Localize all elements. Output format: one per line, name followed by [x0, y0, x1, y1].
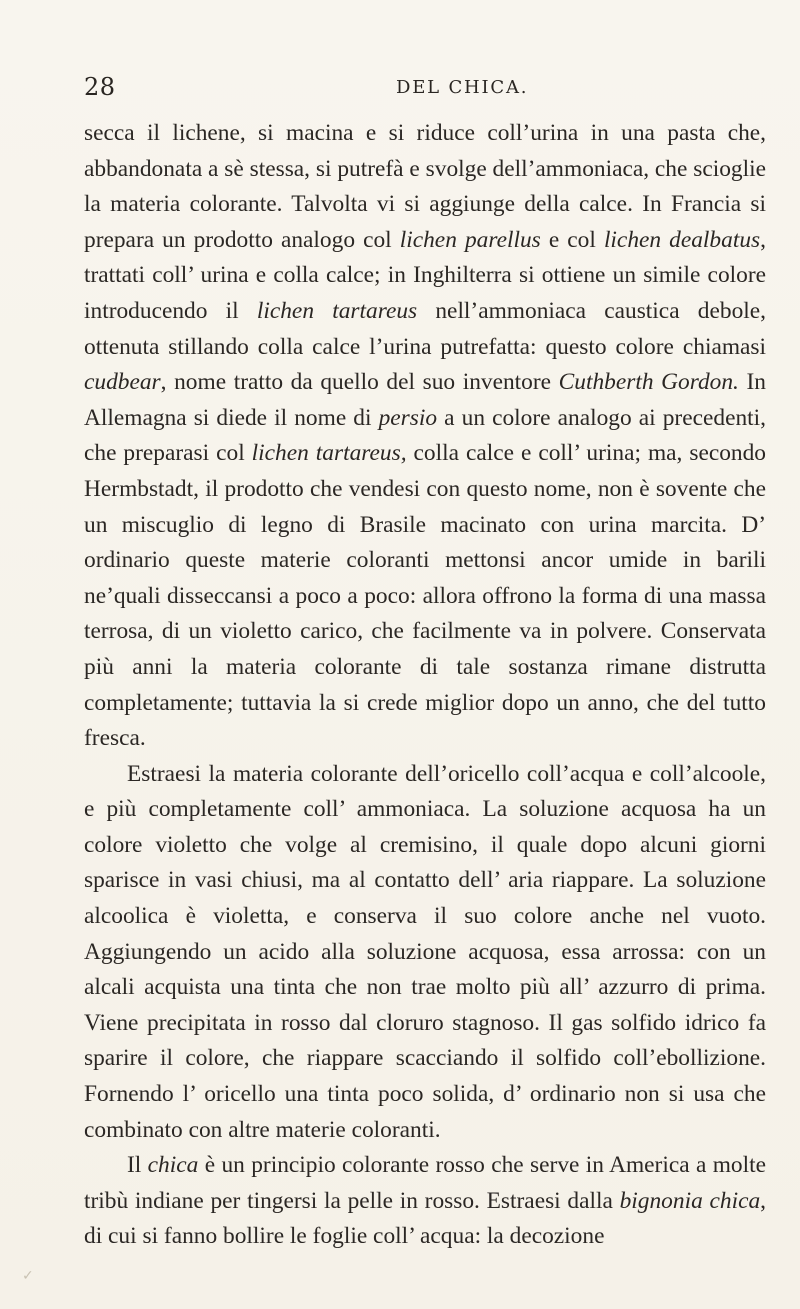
- paragraph: [84, 1148, 766, 1255]
- italic-term: lichen dealbatus: [603, 226, 761, 253]
- italic-term: lichen tartareus,: [251, 440, 407, 467]
- italic-term: cudbear: [84, 369, 161, 396]
- running-title: DEL CHICA.: [396, 77, 529, 98]
- text-run: colla calce e coll’ urina; ma, secondo Hermbstadt, il prodotto che vendesi con questo nome, non è sovente che un miscuglio di legno di Brasile macinato con urina marcita. D’ ordinario queste materie coloranti mettonsi ancor umide in barili ne’quali disseccansi a poco a poco: allora offrono la forma di una massa terrosa, di un violetto carico, che facilmente va in polvere. Conservata più anni la materia colorante di tale sostanza rimane distrutta completamente; tuttavia la si crede miglior dopo un anno, che del tutto fresca.: [84, 440, 766, 752]
- text-run: , nome tratto da quello del suo inventore: [160, 369, 559, 396]
- paragraph: [84, 116, 766, 757]
- page-header: [84, 73, 764, 103]
- paragraph: [84, 757, 766, 1149]
- margin-pencil-mark: ✓: [22, 1268, 34, 1284]
- text-run: , trattati coll’ urina e colla calce; in Inghilterra si ottiene un simile colore introducendo il: [84, 226, 766, 324]
- text-run: Estraesi la materia colorante dell’oricello coll’acqua e coll’alcoole, e più completamente coll’ ammoniaca. La soluzione acquosa ha un colore violetto che volge al cremisino, il quale dopo alcuni giorni sparisce in vasi chiusi, ma al contatto dell’ aria riappare. La soluzione alcoolica è violetta, e conserva il suo colore anche nel vuoto. Aggiungendo un acido alla soluzione acquosa, essa arrossa: con un alcali acquista una tinta che non trae molto più all’ azzurro di prima. Viene precipitata in rosso dal cloruro stagnoso. Il gas solfido idrico fa sparire il colore, che riappare scacciando il solfido coll’ebollizione. Fornendo l’ oricello una tinta poco solida, d’ ordinario non si usa che combinato con altre materie coloranti.: [84, 760, 766, 1143]
- page-number: 28: [84, 73, 116, 101]
- text-run: nell’ammoniaca caustica debole, ottenuta stillando colla calce l’urina putrefatta: questo colore chiamasi: [84, 297, 766, 360]
- text-run: Il: [127, 1152, 148, 1179]
- body-text: [84, 116, 766, 1255]
- italic-term: bignonia chica: [619, 1187, 761, 1214]
- italic-term: Cuthberth Gordon.: [558, 369, 739, 396]
- text-run: e col: [540, 226, 604, 253]
- italic-term: chica: [147, 1152, 199, 1179]
- text-run: , di cui si fanno bollire le foglie coll’ acqua: la decozione: [84, 1187, 767, 1250]
- italic-term: lichen parellus: [399, 226, 541, 253]
- italic-term: persio: [378, 404, 438, 431]
- text-run: a un colore analogo ai precedenti, che preparasi col: [84, 404, 766, 467]
- text-run: è un principio colorante rosso che serve in America a molte tribù indiane per tingersi la pelle in rosso. Estraesi dalla: [84, 1152, 766, 1214]
- italic-term: lichen tartareus: [256, 297, 418, 324]
- text-run: In Allemagna si diede il nome di: [84, 369, 767, 431]
- text-run: secca il lichene, si macina e si riduce coll’urina in una pasta che, abbandonata a sè stessa, si putrefà e svolge dell’ammoniaca, che scioglie la materia colorante. Talvolta vi si aggiunge della calce. In Francia si prepara un prodotto analogo col: [84, 120, 766, 253]
